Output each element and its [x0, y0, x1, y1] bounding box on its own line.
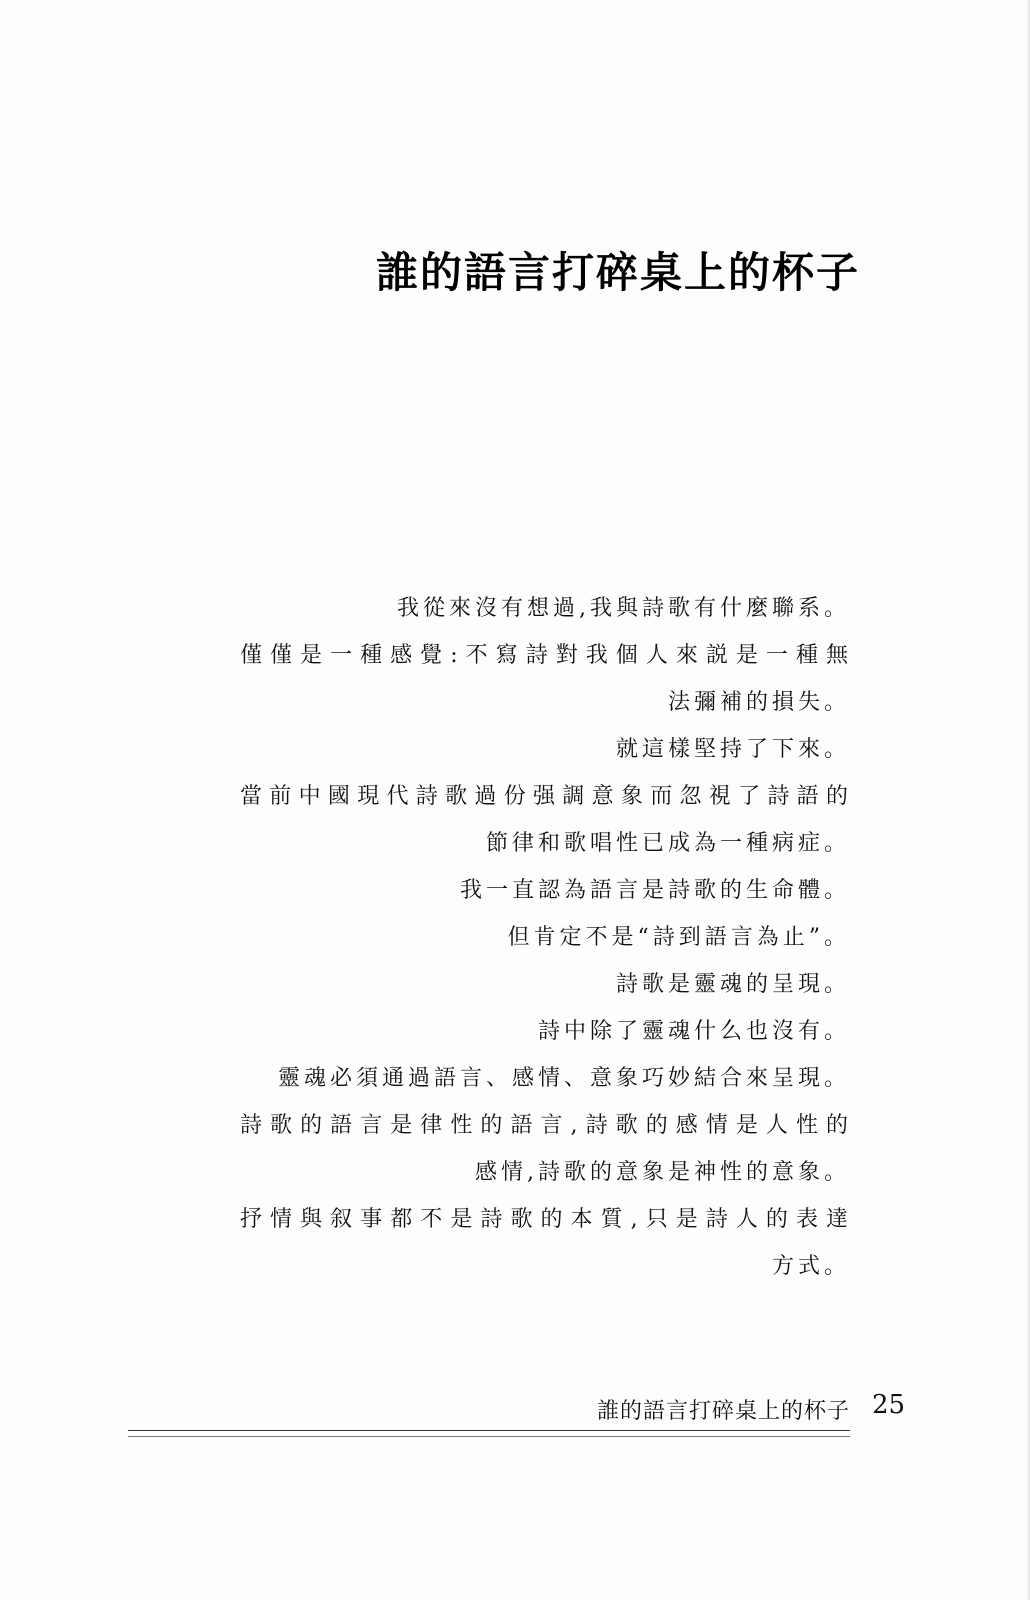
text-line: 我一直認為語言是詩歌的生命體。	[459, 878, 850, 903]
text-line: 靈魂必須通過語言、感情、意象巧妙結合來呈現。	[277, 1066, 850, 1091]
text-line: 詩中除了靈魂什么也沒有。	[537, 1019, 850, 1044]
text-line: 當前中國現代詩歌過份强調意象而忽視了詩語的	[240, 784, 850, 809]
footer-rule	[128, 1430, 850, 1437]
text-line: 抒情與叙事都不是詩歌的本質,只是詩人的表達	[240, 1207, 850, 1232]
text-line: 節律和歌唱性已成為一種病症。	[485, 831, 850, 856]
text-line: 方式。	[771, 1254, 850, 1279]
text-line: 詩歌的語言是律性的語言,詩歌的感情是人性的	[240, 1113, 850, 1138]
text-line: 我從來沒有想過,我與詩歌有什麼聯系。	[397, 596, 850, 621]
text-line: 就這樣堅持了下來。	[615, 737, 850, 762]
text-line: 但肯定不是“詩到語言為止”。	[507, 925, 850, 950]
running-title: 誰的語言打碎桌上的杯子	[596, 1399, 850, 1424]
text-line: 法彌補的損失。	[667, 690, 850, 715]
text-line: 詩歌是靈魂的呈現。	[615, 972, 850, 997]
poem-body	[240, 585, 850, 1290]
page-number: 25	[872, 1390, 906, 1420]
page-title: 誰的語言打碎桌上的杯子	[375, 248, 860, 297]
text-line: 感情,詩歌的意象是神性的意象。	[475, 1160, 850, 1185]
page-edge	[1026, 0, 1030, 1600]
text-line: 僅僅是一種感覺:不寫詩對我個人來説是一種無	[240, 643, 850, 668]
